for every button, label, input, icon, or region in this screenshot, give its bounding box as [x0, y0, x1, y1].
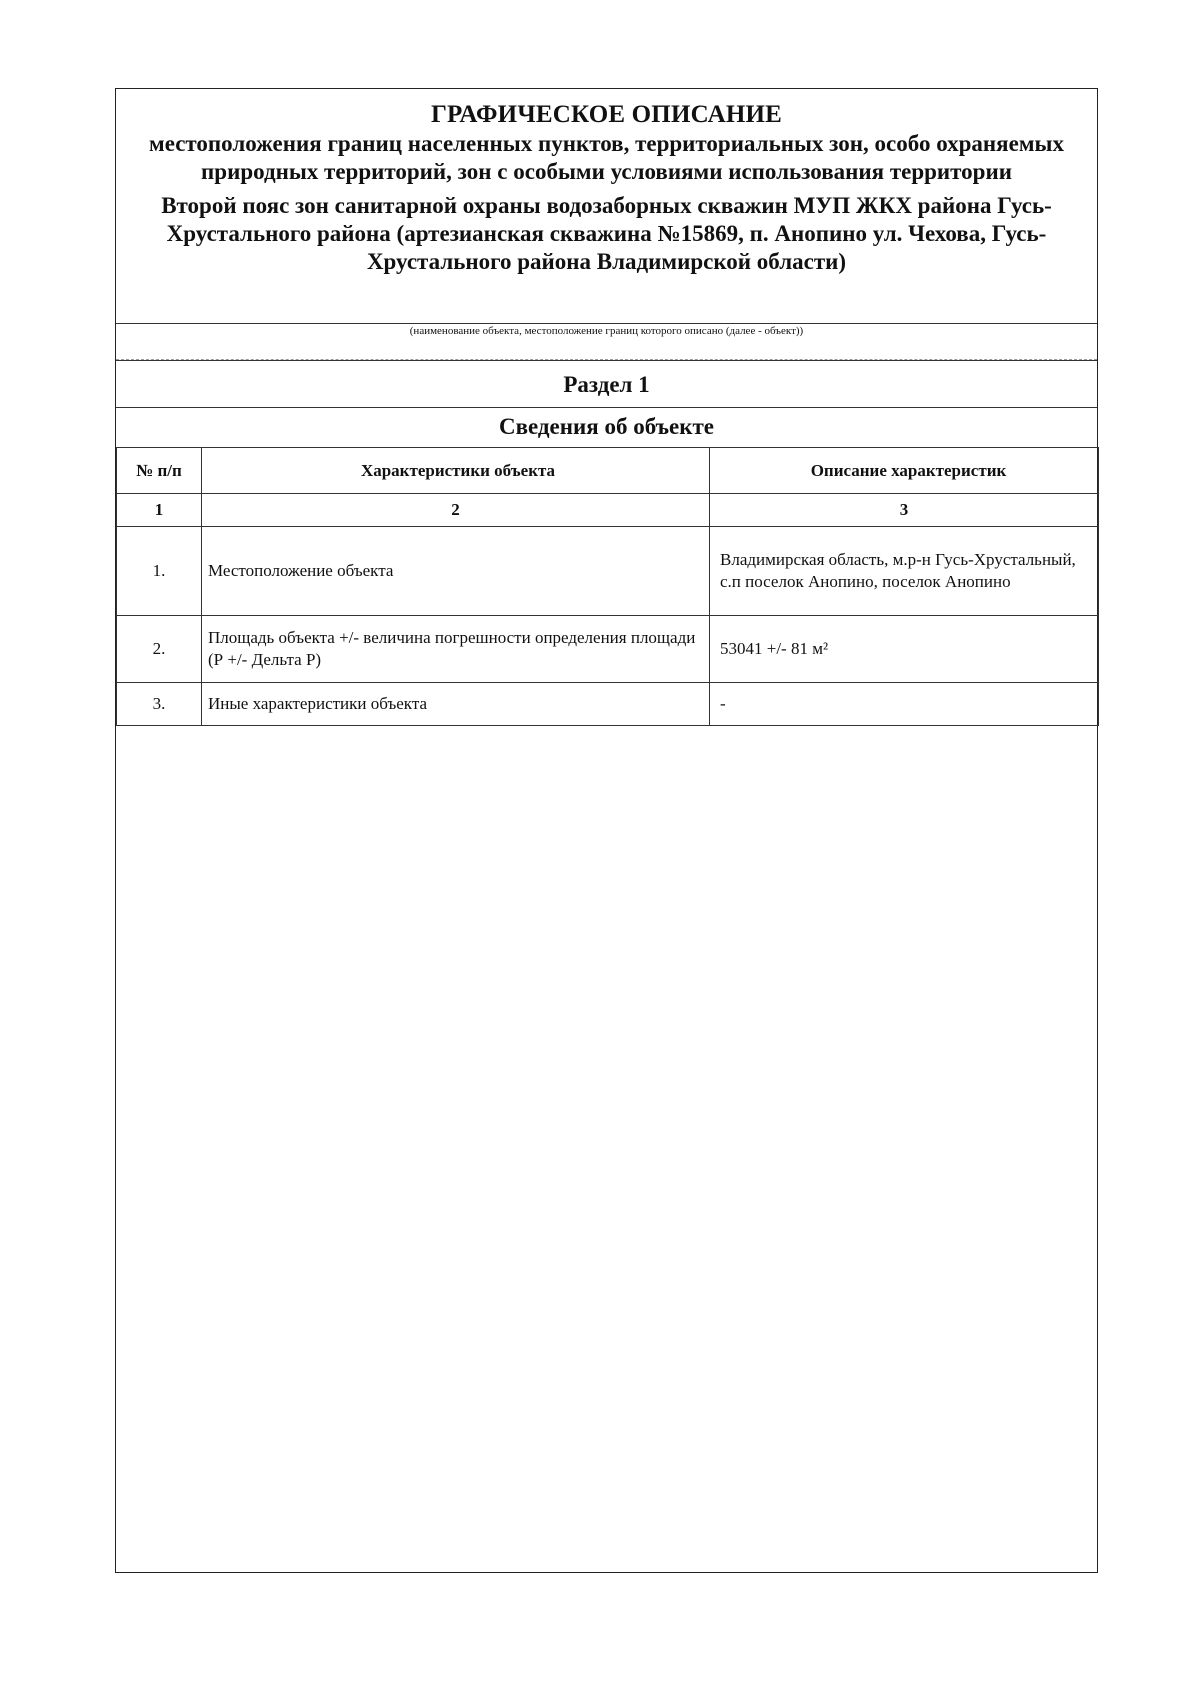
- table-row: [117, 683, 1099, 726]
- row-num: 1.: [117, 527, 202, 616]
- document-frame: [115, 88, 1098, 1573]
- row-characteristic: Местоположение объекта: [202, 527, 710, 616]
- header-num: № п/п: [117, 448, 202, 494]
- row-num: 3.: [117, 683, 202, 726]
- dashed-divider: [116, 359, 1097, 360]
- section-label: Раздел 1: [563, 372, 650, 397]
- section-title: Сведения об объекте: [498, 414, 715, 439]
- header-description: Описание характеристик: [710, 448, 1099, 494]
- row-num: 2.: [117, 616, 202, 683]
- row-characteristic: Иные характеристики объекта: [202, 683, 710, 726]
- divider: [116, 360, 1097, 361]
- document-header: [116, 89, 1097, 276]
- column-number: 2: [202, 494, 710, 527]
- row-characteristic: Площадь объекта +/- величина погрешности определения площади (Р +/- Дельта Р): [202, 616, 710, 683]
- table-header-row: [117, 448, 1099, 494]
- column-number: 3: [710, 494, 1099, 527]
- header-characteristic: Характеристики объекта: [202, 448, 710, 494]
- object-info-table: [116, 447, 1099, 726]
- column-number: 1: [117, 494, 202, 527]
- document-title: ГРАФИЧЕСКОЕ ОПИСАНИЕ: [430, 101, 783, 128]
- row-description: Владимирская область, м.р-н Гусь-Хрустальный, с.п поселок Анопино, поселок Анопино: [710, 527, 1099, 616]
- object-caption: (наименование объекта, местоположение границ которого описано (далее - объект)): [409, 325, 804, 337]
- table-row: [117, 527, 1099, 616]
- row-description: -: [710, 683, 1099, 726]
- table-row: [117, 616, 1099, 683]
- object-name: Второй пояс зон санитарной охраны водозаборных скважин МУП ЖКХ района Гусь-Хрустального района (артезианская скважина №15869, п. Анопино ул. Чехова, Гусь-Хрустального района Владимирской области): [161, 193, 1052, 274]
- row-description: 53041 +/- 81 м²: [710, 616, 1099, 683]
- document-subtitle: местоположения границ населенных пунктов, территориальных зон, особо охраняемых природных территорий, зон с особыми условиями использования территории: [149, 131, 1064, 184]
- column-number-row: [117, 494, 1099, 527]
